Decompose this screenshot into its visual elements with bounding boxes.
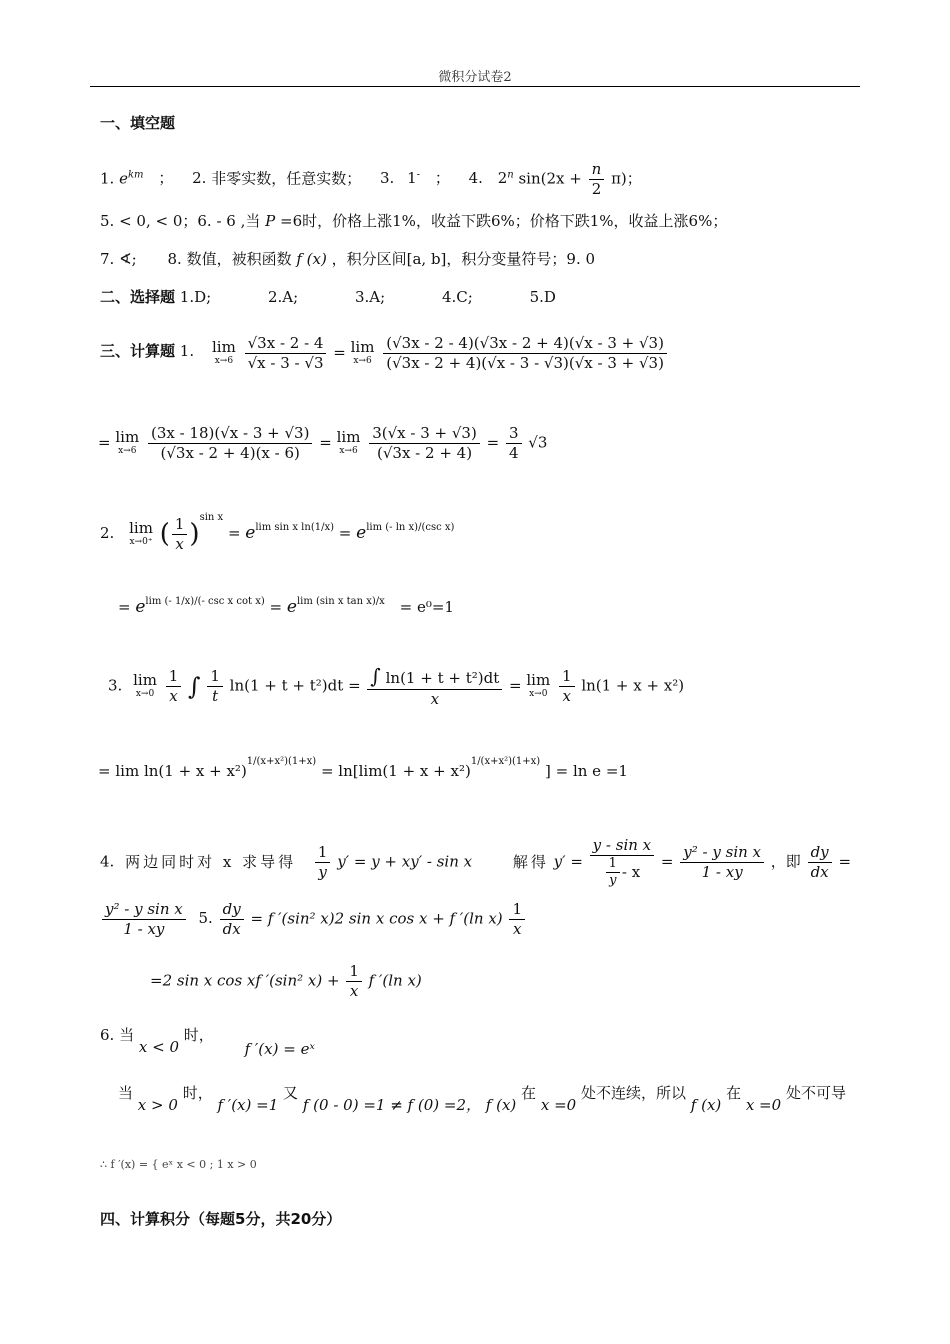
q1-expr-1: lim x→6 $\frac{√3x - 2 - 4}{√x - 3 - √3}$ = lim x→6 $\frac{(√3x - 2 - 4)(√3x - 2 + 4)(√x - 3 + √3)}{(√3x - 2 + 4)(√x - 3 - √3)(√x - 3 + √3)}$ [212,334,669,373]
price-symbol: P [265,212,276,230]
q3-expr-1: 3. lim x→0 $\frac{1}{x}$ ∫ $\frac{1}{t}$ ln(1 + t + t²)dt = $\frac{\text{∫ ln(1 + t + t²)dt}}{x}$ = lim x→0 $\frac{1}{x}$ ln(1 + x + x²) [108,664,685,708]
item-5-6-text: 5. < 0, < 0；6. - 6 ,当 [100,212,261,230]
section-3-title: 三、计算题 [100,342,176,360]
q5-expr-2: =2 sin x cos xf ′(sin² x) + $\frac{1}{x}$ f ′(ln x) [150,962,422,1000]
header-rule [90,86,860,87]
item-8-text: 8. 数值，被积函数 [167,250,292,268]
fill-line-3 [100,250,595,268]
fill-line-1 [100,160,642,199]
q2-expr-2: = $e^{lim (- 1/x)/(- csc x cot x)} = e^{lim (sin x tan x)/x} = e^0=1$ [118,596,454,617]
calc-q1-row1 [100,340,194,361]
item-1-base: e [119,169,128,188]
item-2-num: 2. [192,169,207,188]
q6-line-3: ∴ f ′(x) = { eˣ x < 0 ; 1 x > 0 [100,1158,257,1171]
q6-line-2: 当 x > 0 时， f ′(x) =1 又 f (0 - 0) =1 ≠ f (0) =2， f (x) 在 x =0 处不连续，所以 f (x) 在 x =0 处不可导 [118,1084,846,1114]
page-header: 微积分试卷2 [438,70,512,85]
choice-2: 2.A; [267,288,299,306]
item-3-sup: - [416,169,421,181]
item-1-exp: km [127,169,144,181]
item-1-num: 1. [100,169,115,188]
fill-line-2 [100,212,727,230]
item-3-val: 1 [407,169,417,188]
choice-4: 4.C; [441,288,473,306]
section-2-line [100,288,556,306]
item-1-sep: ； [158,169,174,188]
item-3-num: 3. [380,169,395,188]
item-2-text: 非零实数，任意实数； [211,169,362,188]
q6-line-1: 6. 当 x < 0 时， f ′(x) = eˣ [100,1026,315,1058]
choice-5: 5.D [529,288,556,306]
item-4-c: π)； [611,169,642,188]
section-1-title: 一、填空题 [100,114,176,132]
section-4-title: 四、计算积分（每题5分，共20分） [100,1210,342,1228]
item-4-b: sin(2x + [518,169,582,188]
item-3-sep: ； [434,169,450,188]
section-2-title: 二、选择题 [100,288,176,306]
item-4-exp: n [507,169,514,181]
item-6-text: =6时，价格上涨1%，收益下跌6%；价格下跌1%，收益上涨6%； [280,212,728,230]
item-8-9-text: ，积分区间[a, b]，积分变量符号；9. 0 [331,250,596,268]
q1-num: 1. [179,342,195,360]
choice-3: 3.A; [354,288,386,306]
item-4-a: 2 [497,169,508,188]
q5-expr-1: $\frac{\text{y² - y sin x}}{1 - xy}$ 5. $\frac{dy}{dx}$ = f ′(sin² x)2 sin x cos x + f ′(ln x) $\frac{1}{x}$ [100,900,527,939]
q3-expr-2: = $\lim \ln(1 + x + x^2)^{1/(x+x^2)(1+x)} = \ln[\lim(1 + x + x^2)^{1/(x+x^2)(1+x)}$ ] = ln e =1 [98,756,628,780]
item-7-text: 7. ∢; [100,250,137,268]
item-4-num: 4. [468,169,483,188]
item-4-frac: $\frac{n}{2}$ [589,160,605,199]
item-8-fx: f (x) [296,250,327,268]
q1-expr-2: = lim x→6 $\frac{(3x - 18)(√x - 3 + √3)}{(√3x - 2 + 4)(x - 6)}$ = lim x→6 $\frac{3(√x - 3 + √3)}{(√3x - 2 + 4)}$ = $\frac{3}{4}$ √3 [98,424,548,462]
q4-expr-1: 4. 两边同时对 x 求导得 $\frac{1}{y}$ y′ = y + xy′ - sin x 解得 y′ = y - sin x $\frac{1}{y}$ - x = $\frac{\text{y² - y sin x}}{1 - xy}$ ，即 $\frac{dy}{dx}$ = [100,836,852,888]
choice-1: 1.D; [179,288,212,306]
q2-expr-1: 2. lim x→0⁺ ( $\frac{1}{x}$ )$^{sin x} = e^{lim sin x ln(1/x)} = e^{lim (- ln x)/(csc x)}$ [100,512,455,553]
